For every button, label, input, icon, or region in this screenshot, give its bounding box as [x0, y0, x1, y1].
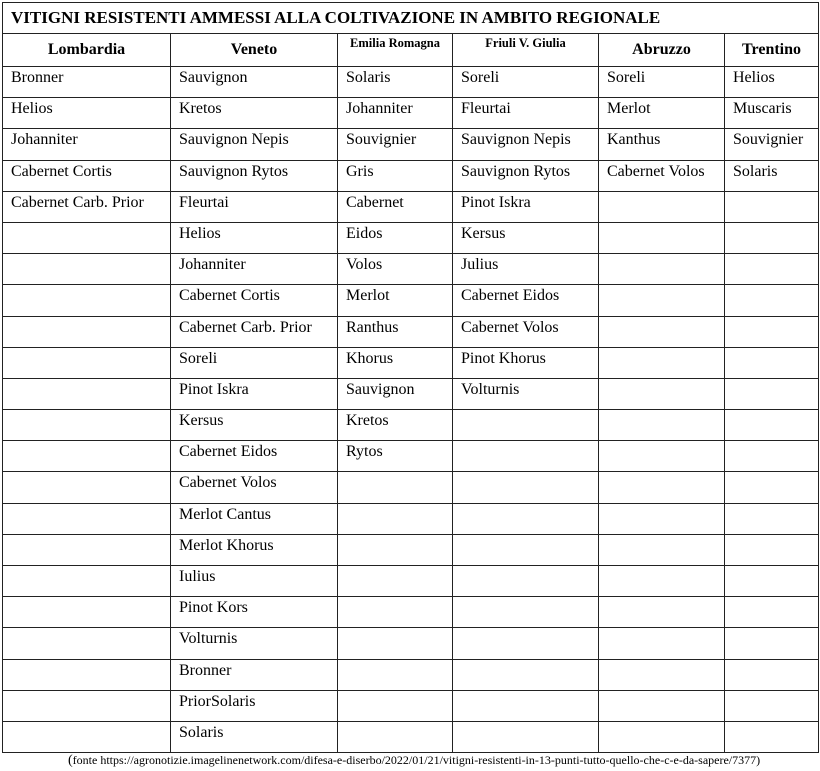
table-cell: [599, 597, 725, 628]
table-cell: Gris: [338, 160, 453, 191]
table-cell: Khorus: [338, 347, 453, 378]
table-cell: [3, 254, 171, 285]
table-cell: [3, 534, 171, 565]
table-cell: [3, 441, 171, 472]
table-row: [3, 98, 819, 129]
table-cell: Fleurtai: [171, 191, 338, 222]
table-cell: Sauvignon Rytos: [171, 160, 338, 191]
table-cell: Kretos: [171, 98, 338, 129]
table-cell: [3, 503, 171, 534]
table-cell: Fleurtai: [453, 98, 599, 129]
table-row: [3, 441, 819, 472]
table-row: [3, 67, 819, 98]
table-cell: Merlot Khorus: [171, 534, 338, 565]
table-cell: Solaris: [725, 160, 819, 191]
title-row: [3, 3, 819, 34]
table-cell: [599, 721, 725, 752]
table-cell: Johanniter: [171, 254, 338, 285]
table-cell: Cabernet Cortis: [171, 285, 338, 316]
table-wrapper: [2, 2, 818, 753]
table-cell: [338, 659, 453, 690]
table-body: [3, 67, 819, 753]
table-cell: [599, 566, 725, 597]
table-row: [3, 690, 819, 721]
table-cell: Pinot Kors: [171, 597, 338, 628]
table-cell: [599, 659, 725, 690]
table-cell: [453, 659, 599, 690]
table-cell: [453, 534, 599, 565]
table-cell: [453, 597, 599, 628]
table-row: [3, 628, 819, 659]
table-cell: [3, 285, 171, 316]
table-cell: [453, 472, 599, 503]
source-open-paren: (: [68, 753, 73, 768]
table-cell: [725, 410, 819, 441]
table-cell: [453, 441, 599, 472]
table-cell: Kretos: [338, 410, 453, 441]
table-cell: Soreli: [171, 347, 338, 378]
table-cell: [3, 378, 171, 409]
table-cell: Johanniter: [338, 98, 453, 129]
table-cell: PriorSolaris: [171, 690, 338, 721]
table-cell: Helios: [171, 222, 338, 253]
table-cell: Cabernet Volos: [171, 472, 338, 503]
table-cell: [338, 721, 453, 752]
column-header-lombardia: Lombardia: [3, 34, 171, 67]
table-cell: [3, 472, 171, 503]
table-cell: Sauvignon: [171, 67, 338, 98]
table-cell: Bronner: [171, 659, 338, 690]
table-cell: Bronner: [3, 67, 171, 98]
table-cell: [725, 597, 819, 628]
table-cell: [599, 534, 725, 565]
table-cell: [453, 410, 599, 441]
table-cell: [338, 503, 453, 534]
table-cell: Cabernet Volos: [599, 160, 725, 191]
table-cell: Solaris: [338, 67, 453, 98]
table-cell: [725, 628, 819, 659]
table-cell: Iulius: [171, 566, 338, 597]
table-cell: [725, 721, 819, 752]
table-cell: Sauvignon Nepis: [453, 129, 599, 160]
table-row: [3, 254, 819, 285]
table-cell: Pinot Iskra: [453, 191, 599, 222]
table-cell: [725, 222, 819, 253]
table-cell: Muscaris: [725, 98, 819, 129]
table-row: [3, 659, 819, 690]
table-cell: [453, 721, 599, 752]
table-cell: [599, 410, 725, 441]
source-note: [68, 753, 760, 769]
table-cell: Sauvignon: [338, 378, 453, 409]
table-cell: [3, 566, 171, 597]
table-cell: Cabernet Volos: [453, 316, 599, 347]
table-cell: Ranthus: [338, 316, 453, 347]
table-cell: [3, 721, 171, 752]
column-header-trentino: Trentino: [725, 34, 819, 67]
table-cell: [725, 690, 819, 721]
table-cell: Helios: [3, 98, 171, 129]
table-cell: Kanthus: [599, 129, 725, 160]
table-cell: [725, 472, 819, 503]
table-cell: Cabernet Carb. Prior: [3, 191, 171, 222]
table-row: [3, 285, 819, 316]
table-row: [3, 347, 819, 378]
table-cell: Solaris: [171, 721, 338, 752]
table-cell: [725, 378, 819, 409]
table-cell: [599, 191, 725, 222]
table-cell: Kersus: [171, 410, 338, 441]
table-cell: Soreli: [599, 67, 725, 98]
table-row: [3, 129, 819, 160]
table-cell: Volturnis: [171, 628, 338, 659]
table-cell: [599, 316, 725, 347]
table-cell: [599, 690, 725, 721]
table-cell: [599, 222, 725, 253]
table-row: [3, 316, 819, 347]
table-cell: [3, 222, 171, 253]
table-cell: Volturnis: [453, 378, 599, 409]
table-cell: [3, 347, 171, 378]
table-cell: Soreli: [453, 67, 599, 98]
table-cell: [725, 566, 819, 597]
table-cell: [725, 316, 819, 347]
column-header-veneto: Veneto: [171, 34, 338, 67]
table-cell: [725, 347, 819, 378]
table-cell: [3, 628, 171, 659]
table-row: [3, 378, 819, 409]
table-row: [3, 472, 819, 503]
table-cell: [599, 378, 725, 409]
table-title: VITIGNI RESISTENTI AMMESSI ALLA COLTIVAZIONE IN AMBITO REGIONALE: [3, 3, 819, 34]
table-cell: Merlot: [338, 285, 453, 316]
table-cell: [725, 441, 819, 472]
table-row: [3, 503, 819, 534]
table-row: [3, 566, 819, 597]
table-cell: [453, 566, 599, 597]
table-cell: Rytos: [338, 441, 453, 472]
table-cell: Johanniter: [3, 129, 171, 160]
table-cell: Cabernet Cortis: [3, 160, 171, 191]
table-cell: [725, 191, 819, 222]
table-cell: [725, 534, 819, 565]
table-cell: Helios: [725, 67, 819, 98]
table-cell: [725, 285, 819, 316]
table-cell: Eidos: [338, 222, 453, 253]
source-text: fonte https://agronotizie.imagelinenetwork.com/difesa-e-diserbo/2022/01/21/vitigni-resistenti-in-13-punti-tutto-quello-che-c-e-da-sapere/7377): [72, 753, 761, 767]
table-cell: [338, 690, 453, 721]
table-cell: [3, 410, 171, 441]
table-row: [3, 721, 819, 752]
table-cell: [599, 254, 725, 285]
table-cell: [453, 503, 599, 534]
table-cell: Sauvignon Nepis: [171, 129, 338, 160]
table-cell: [3, 316, 171, 347]
vine-varieties-table: [2, 2, 819, 753]
column-header-emilia-romagna: Emilia Romagna: [338, 34, 453, 67]
table-cell: Cabernet Eidos: [171, 441, 338, 472]
table-cell: [3, 690, 171, 721]
table-cell: [453, 690, 599, 721]
table-cell: Cabernet: [338, 191, 453, 222]
header-row: [3, 34, 819, 67]
table-cell: Cabernet Eidos: [453, 285, 599, 316]
table-cell: Merlot Cantus: [171, 503, 338, 534]
table-cell: Sauvignon Rytos: [453, 160, 599, 191]
table-cell: [725, 659, 819, 690]
table-cell: [3, 659, 171, 690]
table-cell: Pinot Khorus: [453, 347, 599, 378]
table-cell: [453, 628, 599, 659]
column-header-abruzzo: Abruzzo: [599, 34, 725, 67]
table-cell: [599, 441, 725, 472]
table-cell: [338, 628, 453, 659]
table-cell: Merlot: [599, 98, 725, 129]
table-row: [3, 191, 819, 222]
table-cell: [338, 566, 453, 597]
table-cell: [599, 285, 725, 316]
column-header-friuli-v-giulia: Friuli V. Giulia: [453, 34, 599, 67]
table-cell: Souvignier: [725, 129, 819, 160]
table-row: [3, 222, 819, 253]
table-cell: Kersus: [453, 222, 599, 253]
table-cell: [599, 347, 725, 378]
table-cell: [338, 534, 453, 565]
table-cell: Volos: [338, 254, 453, 285]
table-cell: Souvignier: [338, 129, 453, 160]
table-cell: [725, 503, 819, 534]
table-cell: [599, 503, 725, 534]
table-row: [3, 534, 819, 565]
table-row: [3, 410, 819, 441]
table-cell: [338, 472, 453, 503]
table-row: [3, 160, 819, 191]
table-cell: Pinot Iskra: [171, 378, 338, 409]
table-row: [3, 597, 819, 628]
table-cell: [338, 597, 453, 628]
table-cell: [599, 472, 725, 503]
table-cell: [599, 628, 725, 659]
table-cell: Cabernet Carb. Prior: [171, 316, 338, 347]
table-cell: [3, 597, 171, 628]
table-cell: Julius: [453, 254, 599, 285]
table-cell: [725, 254, 819, 285]
